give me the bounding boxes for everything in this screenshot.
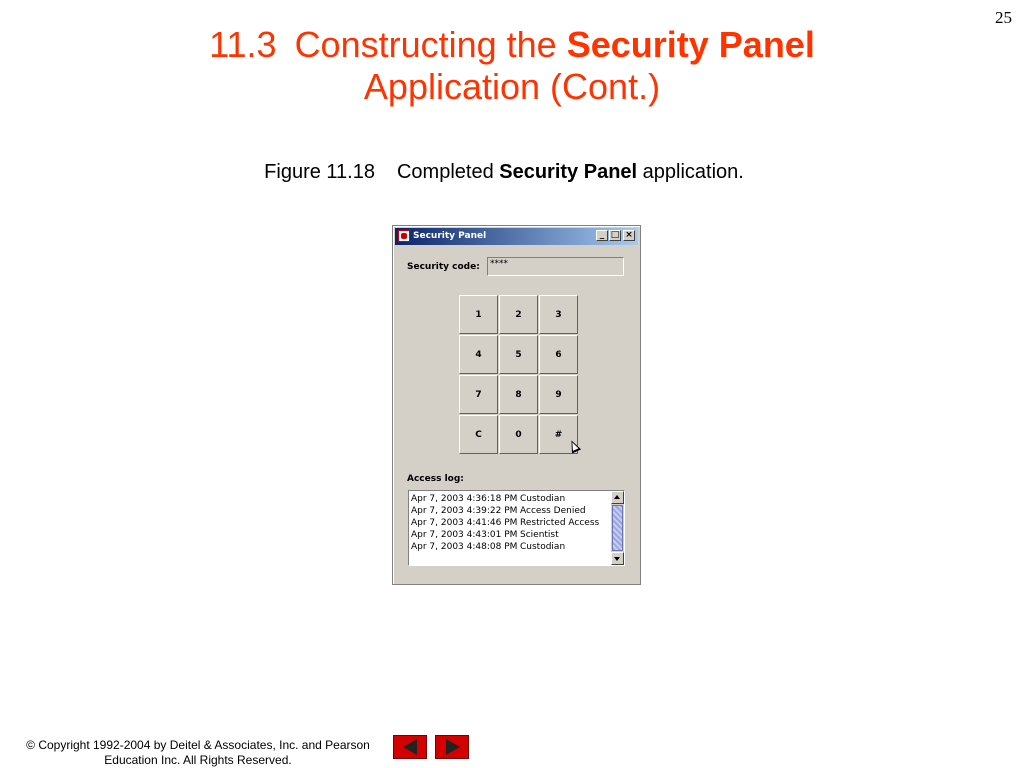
list-item[interactable] [411,517,610,529]
caption-end: application. [637,161,744,183]
log-entry: Restricted Access [520,518,600,528]
window-titlebar[interactable] [395,228,638,245]
key-7-button[interactable]: 7 [459,375,498,414]
key-3-button[interactable]: 3 [539,295,578,334]
figure-caption [0,161,1008,184]
mouse-cursor-icon [567,438,581,453]
list-item[interactable] [411,493,610,505]
slide-title [0,24,1024,108]
list-item[interactable] [411,505,610,517]
title-text: Constructing the [294,24,567,65]
key-enter-button[interactable] [539,415,578,454]
scroll-down-icon[interactable] [611,552,624,565]
list-item[interactable] [411,541,610,553]
window-title: Security Panel [413,231,487,241]
caption-text: Completed [396,161,500,183]
slide-number: 25 [995,8,1012,27]
log-entry: Custodian [520,542,566,552]
log-time: Apr 7, 2003 4:48:08 PM [411,542,518,552]
key-5-button[interactable]: 5 [499,335,538,374]
copyright-footer [8,738,388,768]
list-item[interactable] [411,529,610,541]
key-1-button[interactable]: 1 [459,295,498,334]
left-arrow-icon[interactable] [393,735,427,759]
scroll-thumb[interactable] [612,505,623,551]
log-time: Apr 7, 2003 4:41:46 PM [411,518,518,528]
right-arrow-icon[interactable] [435,735,469,759]
key-4-button[interactable]: 4 [459,335,498,374]
caption-bold: Security Panel [499,161,638,183]
close-button[interactable]: × [623,230,635,241]
title-number: 11.3 [209,24,277,65]
scroll-up-icon[interactable] [611,491,624,504]
title-bold: Security Panel [566,24,815,65]
maximize-button[interactable]: □ [610,230,620,240]
log-time: Apr 7, 2003 4:36:18 PM [411,494,518,504]
title-line2: Application (Cont.) [363,66,661,107]
keypad [459,295,580,454]
access-log-list[interactable] [408,490,625,566]
minimize-button[interactable]: _ [596,230,608,241]
key-enter-label: # [554,429,563,440]
access-log-label: Access log: [407,474,464,484]
log-time: Apr 7, 2003 4:39:22 PM [411,506,518,516]
log-scrollbar[interactable] [611,491,624,565]
figure-number: Figure 11.18 [264,161,375,183]
log-time: Apr 7, 2003 4:43:01 PM [411,530,518,540]
key-0-button[interactable]: 0 [499,415,538,454]
log-entry: Scientist [520,530,559,540]
key-clear-button[interactable]: C [459,415,498,454]
key-9-button[interactable]: 9 [539,375,578,414]
log-entry: Access Denied [520,506,586,516]
log-entry: Custodian [520,494,566,504]
copyright-line2: Education Inc. All Rights Reserved. [104,753,292,767]
security-code-field[interactable]: **** [487,257,624,276]
security-code-label: Security code: [407,262,480,272]
copyright-line1: © Copyright 1992-2004 by Deitel & Associates, Inc. and Pearson [26,738,370,752]
security-panel-window [392,225,641,585]
key-6-button[interactable]: 6 [539,335,578,374]
java-app-icon [398,230,410,242]
key-8-button[interactable]: 8 [499,375,538,414]
access-log-entries [411,493,610,553]
key-2-button[interactable]: 2 [499,295,538,334]
